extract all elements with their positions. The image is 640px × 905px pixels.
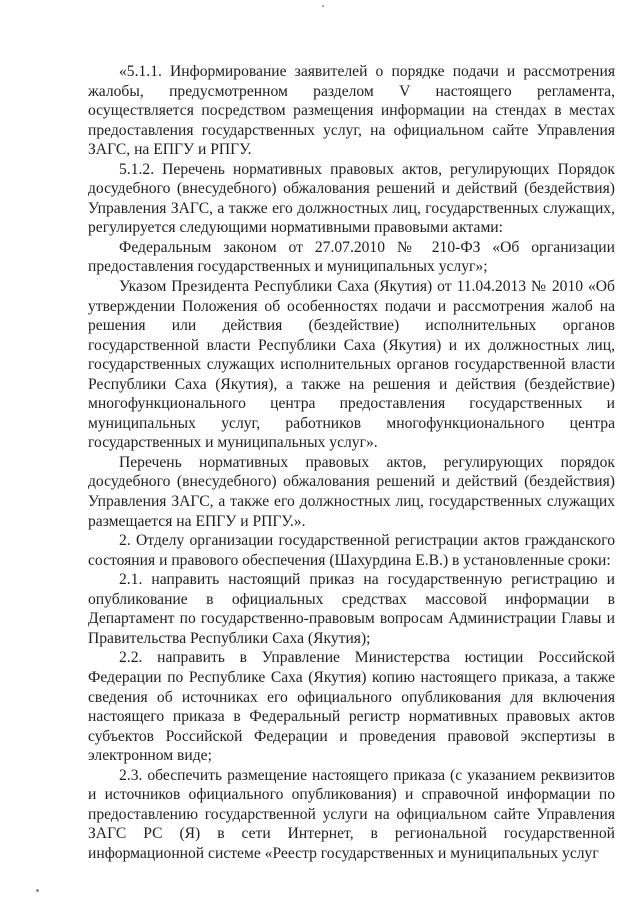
document-body — [88, 62, 615, 863]
paragraph-5-1-1: «5.1.1. Информирование заявителей о порядке подачи и рассмотрения жалобы, предусмотренном разделом V настоящего регламента, осуществляется посредством размещения информации на стендах в местах предоставления государственных услуг, на официальном сайте Управления ЗАГС, на ЕПГУ и РПГУ. — [88, 63, 615, 159]
scan-speck — [36, 889, 39, 892]
paragraph-2-2: 2.2. направить в Управление Министерства юстиции Российской Федерации по Республике Саха (Якутия) копию настоящего приказа, а также сведения об источниках его официального опубликования для включения настоящего приказа в Федеральный регистр нормативных правовых актов субъектов Российской Федерации и проведения правовой экспертизы в электронном виде; — [88, 649, 615, 765]
paragraph-presidential-decree: Указом Президента Республики Саха (Якутия) от 11.04.2013 № 2010 «Об утверждении Положения об особенностях подачи и рассмотрения жалоб на решения или действия (бездействие) исполнительных органов государственной власти Республики Саха (Якутия) и их должностных лиц, государственных служащих исполнительных органов государственной власти Республики Саха (Якутия), а также на решения и действия (бездействие) многофункционального центра предоставления государственных и муниципальных услуг, работников многофункционального центра государственных и муниципальных услуг». — [88, 278, 615, 452]
paragraph-federal-law: Федеральным законом от 27.07.2010 № 210-ФЗ «Об организации предоставления государственных и муниципальных услуг»; — [88, 238, 615, 276]
paragraph-acts-list: Перечень нормативных правовых актов, регулирующих порядок досудебного (внесудебного) обжалования решений и действий (бездействия) Управления ЗАГС, а также его должностных лиц, государственных служащих размещается на ЕПГУ и РПГУ.». — [88, 453, 615, 530]
paragraph-2: 2. Отделу организации государственной регистрации актов гражданского состояния и правового обеспечения (Шахурдина Е.В.) в установленные сроки: — [88, 532, 615, 569]
scan-speck — [322, 5, 324, 7]
paragraph-2-3: 2.3. обеспечить размещение настоящего приказа (с указанием реквизитов и источников официального опубликования) и справочной информации по предоставлению государственной услуги на официальном сайте Управления ЗАГС РС (Я) в сети Интернет, в региональной государственной информационной системе «Реестр государственных и муниципальных услуг — [88, 766, 615, 862]
paragraph-5-1-2: 5.1.2. Перечень нормативных правовых актов, регулирующих Порядок досудебного (внесудебного) обжалования решений и действий (бездействия) Управления ЗАГС, а также его должностных лиц, государственных служащих, регулируется следующими нормативными правовыми актами: — [88, 160, 615, 237]
paragraph-2-1: 2.1. направить настоящий приказ на государственную регистрацию и опубликование в официальных средствах массовой информации в Департамент по государственно-правовым вопросам Администрации Главы и Правительства Республики Саха (Якутия); — [88, 571, 615, 647]
